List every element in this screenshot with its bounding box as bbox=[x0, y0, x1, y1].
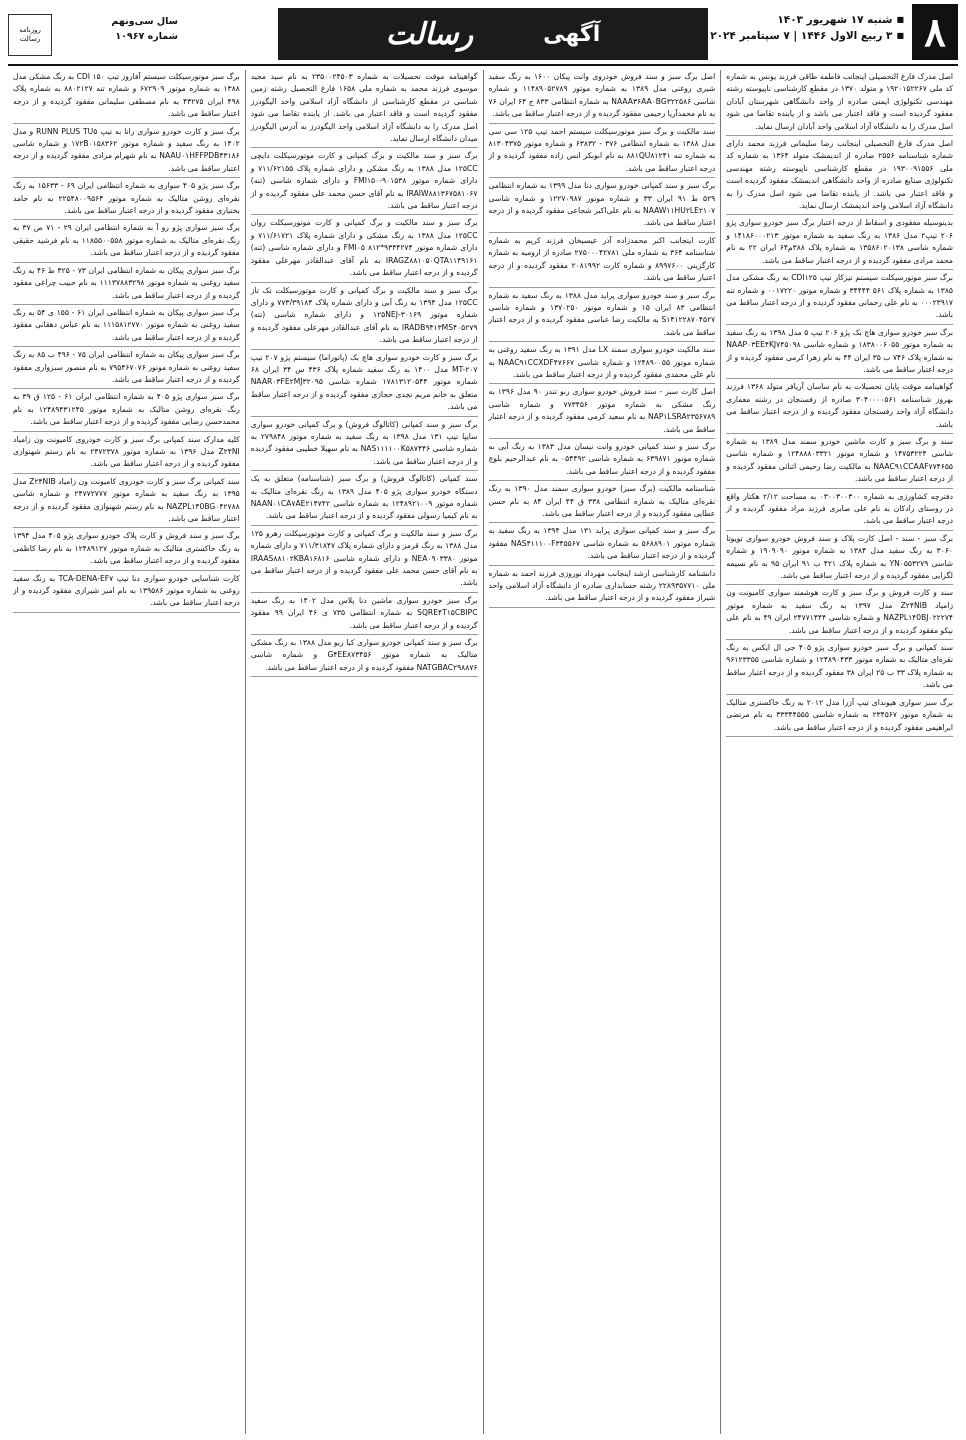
classified-notice: برگ سبز سواری پیکان به شماره انتظامی ایران ۷۳ - ۴۲۵ ط ۴۶ به رنگ سفید روغنی به شماره موتور ۱۱۱۳۷۸۸۳۲۹۸ به نام حبیب چراغی مفقود گردیده و از درجه اعتبار ساقط می باشد. bbox=[13, 264, 240, 305]
classified-notice: اصل مدرک فارغ التحصیلی اینجانب فاطمه طاقی فرزند یونس به شماره کد ملی ۱۹۲۰۱۵۲۲۶۷ و متولد ۱۳۷۰ در مقطع کارشناسی ناپیوسته رشته مهندسی تکنولوژی ایمنی صادره از واحد دانشگاهی شهرستان آبادان مفقود گردیده است و فاقد اعتبار می باشد و از یابنده تقاضا می شود اصل مدرک را به دانشگاه آزاد اسلامی واحد آبادان ارسال نماید. bbox=[726, 70, 953, 136]
classified-notice: اصل مدرک فارغ التحصیلی اینجانب رضا سلیمانی فرزند محمد دارای شماره شناسنامه ۲۵۵۶ صادره از اندیمشک متولد ۱۳۶۴ به شماره کد ملی ۱۹۳۰۰۹۱۵۵۶ در مقطع کارشناسی ناپیوسته رشته مهندسی تکنولوژی صنایع صادره از واحد دانشگاهی اندیمشک مفقود گردیده است و فاقد اعتبار می باشد. از یابنده تقاضا می شود اصل مدرک را به دانشگاه آزاد اسلامی واحد اندیمشک ارسال نماید. bbox=[726, 137, 953, 215]
page-number: ۸ bbox=[912, 4, 958, 60]
classified-notice: برگ سبز سواری پیکان به شماره انتظامی ایران ۶۱ - ۱۵۵ ی ۵۴ به رنگ سفید روغنی به شماره موتور ۱۱۱۵۸۱۲۷۷۰ به نام عباس دهقانی مفقود گردیده و از درجه اعتبار ساقط می باشد. bbox=[13, 306, 240, 347]
column-4 bbox=[8, 70, 245, 1434]
date-persian: ■ شنبه ۱۷ شهریور ۱۴۰۳ bbox=[704, 12, 904, 28]
classified-notice: سند مالکیت و برگ سبز موتورسیکلت سیستم احمد تیپ ۱۲۵ سی سی مدل ۱۳۸۸ به شماره انتظامی ۳۷۶ - ۶۳۸۳۲ و شماره موتور ۸۱۳۰۴۳۷۵ به شماره تنه ۸۸۱QU۸۱۲۴۱ به نام ابوبکر انس زاده مفقود گردیده و از درجه اعتبار ساقط می باشد. bbox=[489, 125, 716, 179]
classified-notice: سند کمپانی (کاتالوگ فروش) و برگ سبز (شناسنامه) متعلق به یک دستگاه خودرو سواری پژو ۴۰۵ مدل ۱۳۸۹ به رنگ نقره‌ای متالیک به شماره موتور ۱۲۴۸۹۲۱۰۰۹ به شماره شاسی NAAN۰۱CA۷AE۲۱۴۷۴۲ به نام کیمیا رسولی مفقود گردیده و از درجه اعتبار ساقط می باشد. bbox=[251, 472, 478, 526]
classified-notice: سند و برگ سبز و کارت ماشین خودرو سمند مدل ۱۳۸۹ به شماره شاسی ۱۴۷۵۳۲۲۴ و شماره موتور ۱۲۴۸۸۸۰۳۳۲۱ و شماره شاسی NAAC۹۱CCAAF۷۷۴۶۵۵ به مالکیت رضا رحیمی اثنائی مفقود گردیده و از درجه اعتبار ساقط می باشد. bbox=[726, 435, 953, 489]
classified-notice: برگ سبز خودرو سواری ماشین دنا پلاس مدل ۱۴۰۲ به رنگ سفید SQRE۴T۱۵CBIPC به شماره انتظامی ۷۳۵ ی ۴۶ ایران ۹۹ مفقود گردیده و از درجه اعتبار ساقط می باشد. bbox=[251, 594, 478, 635]
section-title: آگهی bbox=[543, 21, 601, 47]
emblem-icon bbox=[8, 14, 52, 56]
classified-notice: دفترچه کشاورزی به شماره ۰۳۰۰۳۰۰۳۰۰ به مساحت ۲/۱۲ هکتار واقع در روستای رادکان به نام علی صابری فرزند مراد مفقود گردیده و از درجه اعتبار ساقط می باشد. bbox=[726, 490, 953, 531]
classified-notice: برگ سبز و سند کمپانی خودرو سواری دنا مدل ۱۳۹۹ به شماره انتظامی ۵۲۹ ط ۹۱ ایران ۳۳ و شماره موتور ۱۲۲۷۰۹۸۷ و شماره شاسی NAAW۱۱HU۲LE۲۱۰۷ به نام علی‌اکبر شجاعی مفقود گردیده و از درجه اعتبار ساقط می باشد. bbox=[489, 179, 716, 233]
masthead bbox=[8, 4, 958, 66]
classified-notice: گواهینامه موقت پایان تحصیلات به نام ساسان آریافر متولد ۱۳۶۸ فرزند بهروز شناسنامه ۳۰۴۰۰۰۰۵۶۱ صادره از رفسنجان در رشته معماری دانشگاه آزاد واحد رفسنجان مفقود گردیده و از درجه اعتبار ساقط می باشد. bbox=[726, 380, 953, 434]
classified-notice: برگ سبز و سند فروش و کارت پلاک خودرو سواری پژو ۴۰۵ مدل ۱۳۹۴ به رنگ خاکستری متالیک به شماره موتور ۱۲۴۸۹۱۲۷ به نام رضا کاظمی مفقود گردیده و از درجه اعتبار ساقط می باشد. bbox=[13, 529, 240, 570]
classified-notice: برگ سبز و کارت خودرو سواری رانا به تیپ RUNN PLUS TU۵ و مدل ۱۴۰۲ به رنگ سفید و شماره موتور ۱۷۲B۰۱۵۸۳۶۲ و شماره شاسی NAAU۰۱HFFPDB۴۳۱۸۶ به نام شهرام مرادی مفقود گردیده و از درجه اعتبار ساقط می باشد. bbox=[13, 125, 240, 179]
classified-notice: سند کمپانی برگ سبز و کارت خودروی کامیونت ون زامیاد Z۲۴NIB مدل ۱۳۹۵ به رنگ سفید به شماره موتور ۲۴۷۷۲۷۷۷ و شماره شاسی NAZPL۱۴0BG۰۴۲۷۸۸ به نام رستم شهنوازی مفقود گردیده و از درجه اعتبار ساقط می باشد. bbox=[13, 475, 240, 529]
issue-info bbox=[58, 14, 178, 44]
emblem-line: روزنامه bbox=[19, 26, 41, 34]
section-banner bbox=[278, 8, 708, 60]
classified-notice: برگ سبز و سند مالکیت و برگ کمپانی و کارت موتورسیکلت رهرو ۱۲۵ مدل ۱۳۸۸ به رنگ قرمز و دارای شماره پلاک ۷۱۱/۳۱۸۴۷ و دارای شماره موتور NEA۰۹۰۳۳۸۰ و دارای شماره شاسی IRAAS۸۸۱۰۲KBA۱۶۸۱۶ به نام آقای حسن محمد علی مفقود گردیده و از درجه اعتبار ساقط می باشد. bbox=[251, 527, 478, 593]
column-2 bbox=[483, 70, 721, 1434]
classified-notice: برگ سبز سواری هیوندای تیپ آزرا مدل ۲۰۱۲ به رنگ خاکستری متالیک به شماره موتور ۲۳۴۵۶۷ به شماره شاسی ۳۳۳۴۴۵۵۵ به نام مرتضی ابراهیمی مفقود گردیده و از درجه اعتبار ساقط می باشد. bbox=[726, 696, 953, 737]
newspaper-logo: رسالت bbox=[385, 16, 474, 52]
classified-notice: سند مالکیت خودرو سواری سمند LX مدل ۱۳۹۱ به رنگ سفید روغنی به شماره موتور ۱۲۴۸۹۰۰۵۵ و شماره شاسی NAAC۹۱CCXDF۴۷۶۶۷ به نام علی محمدی مفقود گردیده و از درجه اعتبار ساقط می باشد. bbox=[489, 343, 716, 384]
classified-notice: برگ سبز و سند کمپانی سواری پراید ۱۳۱ مدل ۱۳۹۴ به رنگ سفید به شماره موتور ۵۶۸۸۹۰۱ به شماره شاسی NAS۴۱۱۱۰۰F۳۴۵۵۶۷ مفقود گردیده و از درجه اعتبار ساقط می باشد. bbox=[489, 524, 716, 565]
classified-notice: سند و کارت فروش و برگ سبز و کارت هوشمند سواری کامیونت ون زامیاد Z۲۴NIB مدل ۱۳۹۷ به رنگ سفید به شماره موتور NAZPL۱۴0BJ۰۲۲۲۷۴ و شماره شاسی ۲۴۷۷۱۴۴۴ ایران ۴۹ به نام علی نیکو مفقود گردیده و از درجه اعتبار ساقط می باشد. bbox=[726, 586, 953, 640]
classified-notice: اصل کارت سبز - سند فروش خودرو سواری رنو تندر ۹۰ مدل ۱۳۹۶ به رنگ مشکی به شماره موتور ۷۷۳۴۵۶ و شماره شاسی NAP۱LSRA۲۳۵۶۷۸۹ به نام سعید کرمی مفقود گردیده و از درجه اعتبار ساقط می باشد. bbox=[489, 385, 716, 439]
date-lunar-gregorian: ■ ۳ ربیع الاول ۱۴۴۶ | ۷ سپتامبر ۲۰۲۴ bbox=[704, 28, 904, 44]
classified-notice: شناسنامه مالکیت (برگ سبز) خودرو سواری سمند مدل ۱۳۹۰ به رنگ نقره‌ای متالیک به شماره انتظامی ۳۳۸ ق ۴۴ ایران ۸۴ به نام حسن عطایی مفقود گردیده و از درجه اعتبار ساقط می باشد. bbox=[489, 482, 716, 523]
classified-notice: کلیه مدارک سند کمپانی برگ سبز و کارت خودروی کامیونت ون زامیاد Z۲۴NI مدل ۱۳۹۶ به شماره موتور ۲۴۷۲۳۷۸ به نام رستم شهنوازی مفقود گردیده و از درجه اعتبار ساقط می باشد. bbox=[13, 433, 240, 474]
issue-year: سال سی‌ونهم bbox=[111, 16, 178, 27]
classified-notice: برگ سبز موتورسیکلت سیستم آفاروز تیپ CDI ۱۵۰ به رنگ مشکی مدل ۱۳۸۸ به شماره موتور ۶۷۲۹۰۹ و شماره تنه ۸۸۰۲۱۲۷ به شماره پلاک ۴۹۸ ایران ۴۳۲۷۵ به نام مصطفی سلیمانی مفقود گردیده و از درجه اعتبار ساقط می باشد. bbox=[13, 70, 240, 124]
classified-notice: برگ سبز و سند کمپانی خودرو سواری کیا ریو مدل ۱۳۸۸ به رنگ مشکی متالیک به شماره موتور G۴EE۸۷۳۴۵۶ و شماره شاسی NATGBAC۲۹۸۸۷۶ مفقود گردیده و از درجه اعتبار ساقط می باشد. bbox=[251, 636, 478, 677]
classified-notice: اصل برگ سبز و سند فروش خودروی وانت پیکان ۱۶۰۰ به رنگ سفید شیری روغنی مدل ۱۳۸۹ به شماره موتور ۱۱۴۸۹۰۵۲۷۸۹ و شماره شاسی NAAA۳۶AA۰BG۳۲۲۵۸۶ به شماره انتظامی ۸۳۳ ج ۶۴ ایران ۷۶ به نام محمدآریا رحیمی مفقود گردیده و از درجه اعتبار ساقط می باشد. bbox=[489, 70, 716, 124]
ads-columns bbox=[8, 70, 958, 1434]
classified-notice: برگ سبز و کارت خودرو سواری هاچ بک (پاتوراما) سیستم پژو ۲۰۷ تیپ MT-۲۰۷ مدل ۱۴۰۰ به رنگ سفید شماره پلاک ۴۳۶ س ۳۴ ایران ۶۸ شماره موتور ۱۷۸۱۳۱۲۰۵۴۴ شماره شاسی NAAR۰۳FE۲MJ۳۲۰۹۵ متعلق به خانم مریم نجدی حجازی مفقود گردیده و از درجه اعتبار ساقط می باشد. bbox=[251, 351, 478, 417]
classified-notice: برگ سبز - سند - اصل کارت پلاک و سند فروش خودرو سواری تویوتا ۳۰۶۰ به رنگ سفید مدل ۱۳۸۴ به شماره موتور ۱۹۰۹۰۹۰ و شماره شاسی YN۰۵۵۳۲۷۹ به شماره پلاک ۴۲۱ ب ۹۱ ایران ۹۵ به نام نسیمه لگزایی مفقود گردیده و از درجه اعتبار ساقط می باشد. bbox=[726, 532, 953, 586]
column-3 bbox=[245, 70, 483, 1434]
classified-notice: بدینوسیله مفقودی و اسقاط از درجه اعتبار برگ سبز خودرو سواری پژو ۲۰۶ تیپ۲ مدل ۱۳۸۶ به رنگ سفید به شماره موتور ۱۴۱۸۶۰۰۰۲۱۳ و شماره شاسی ۱۳۵۸۶۰۲۰۱۳۸ به شماره پلاک ۳۸۸م۶۴ ایران ۲۲ به نام محمد مرادی مفقود گردیده و از درجه اعتبار ساقط می باشد. bbox=[726, 216, 953, 270]
classified-notice: گواهینامه موقت تحصیلات به شماره ۲۳۵۰۰۲۴۵۰۳ به نام سید مجید موسوی فرزند محمد به شماره ملی ۱۶۵۸ فارغ التحصیل رشته زمین شناسی در مقطع کارشناسی از دانشگاه آزاد اسلامی واحد الیگودرز مفقود گردیده است و فاقد اعتبار می باشد. از یابنده تقاضا می شود اصل مدرک را به دانشگاه آزاد اسلامی واحد الیگودرز به آدرس الیگودرز میدان دانشگاه ارسال نماید. bbox=[251, 70, 478, 148]
classified-notice: برگ سبز و سند کمپانی خودرو وانت نیسان مدل ۱۳۸۳ به رنگ آبی به شماره موتور ۶۳۹۸۷۱ به شماره شاسی ۰۵۴۴۹۲ به نام عبدالرحیم بلوچ مفقود گردیده و از درجه اعتبار ساقط می باشد. bbox=[489, 440, 716, 481]
classified-notice: برگ سبز و سند مالکیت و برگ کمپانی و کارت موتورسیکلت تک تاز ۱۲۵CC مدل ۱۳۹۴ به رنگ آبی و دارای شماره پلاک ۷۷۳/۳۹۱۸۴ و دارای شماره موتور ۳۰۱۶۹-۱۲۵NEJ و دارای شماره شاسی (تنه) IRADB۹۴۱۳MS۴۰۵۲۷۹ به نام آقای عبدالقادر مهرعلی مفقود گردیده و از درجه اعتبار ساقط می باشد. bbox=[251, 284, 478, 350]
classified-notice: کارت شناسایی خودرو سواری دنا تیپ TCA-DENA-EF۷ به رنگ سفید روغنی به شماره موتور ۱۳۹۵۸۶ به نام امیر شیرازی مفقود گردیده و از درجه اعتبار ساقط می باشد. bbox=[13, 572, 240, 613]
date-block bbox=[704, 12, 904, 44]
classified-notice: برگ سبز موتورسیکلت سیستم تیزکار تیپ CDI۱۲۵ به رنگ مشکی مدل ۱۳۸۵ به شماره پلاک ۵۶۱ ۳۴۴۴۴ و شماره موتور ۰۰۱۷۲۲۰ و شماره تنه ۰۰۰۲۳۹۱۷ به نام علی رحمانی مفقود گردیده و از درجه اعتبار ساقط می باشد. bbox=[726, 271, 953, 325]
issue-number: شماره ۱۰۹۶۷ bbox=[115, 31, 178, 42]
classified-notice: دانشنامه کارشناسی ارشد اینجانب مهرداد نوروزی فرزند احمد به شماره ملی ۲۲۸۹۳۵۷۷۱۰ رشته حسابداری صادره از دانشگاه آزاد اسلامی واحد شیراز مفقود گردیده و از درجه اعتبار ساقط می باشد. bbox=[489, 567, 716, 608]
column-1 bbox=[720, 70, 958, 1434]
classified-notice: برگ سبز سواری پژو ۴۰۵ به شماره انتظامی ایران ۶۱ - ۱۲۵ ق ۳۹ به رنگ نقره‌ای روشن متالیک به شماره موتور ۱۲۴۸۹۴۳۱۲۴۵ به نام محمدحسن رضایی مفقود گردیده و از درجه اعتبار ساقط می باشد. bbox=[13, 390, 240, 431]
emblem-line: رسالت bbox=[19, 35, 41, 43]
classified-notice: برگ سبز و سند خودرو سواری پراید مدل ۱۳۸۸ به رنگ سفید به شماره انتظامی ۸۳ ایران ۱۵ و شماره موتور ۱۳۷۰۲۵۰ و شماره شاسی S۱۴۱۲۲۸۷۰۴۵۲۷ به مالکیت رضا عباسی مفقود گردیده و از درجه اعتبار ساقط می باشد. bbox=[489, 289, 716, 343]
classified-notice: برگ سبز پژو ۴۰۵ سواری به شماره انتظامی ایران ۶۹ - ۱۵۶۳۳ به رنگ نقره‌ای روشن متالیک به شماره موتور ۲۲۵۴۸۰۰۹۵۶۴ به نام حامد بختیاری مفقود گردیده و از درجه اعتبار ساقط می باشد. bbox=[13, 179, 240, 220]
classified-notice: سند کمپانی و برگ سبز خودرو سواری پژو ۴۰۵ جی ال ایکس به رنگ نقره‌ای متالیک به شماره موتور ۱۲۴۸۹۰۴۳۳ و شماره شاسی ۹۶۱۲۳۳۵۵ به شماره پلاک ۳۳ ب ۲۵ ایران ۳۸ مفقود گردیده و از درجه اعتبار ساقط می باشد. bbox=[726, 641, 953, 695]
classified-notice: برگ سبز سواری پیکان به شماره انتظامی ایران ۷۵ - ۴۹۶ ب ۸۵ به رنگ سفید روغنی به شماره موتور ۷۹۵۴۶۷۰۷۶ به نام منصور سبزواری مفقود گردیده و از درجه اعتبار ساقط می باشد. bbox=[13, 348, 240, 389]
classified-notice: برگ سبز خودرو سواری هاچ بک پژو ۲۰۶ تیپ ۵ مدل ۱۳۹۸ به رنگ سفید به شماره موتور ۱۸۳۸۰۰۶۰۵۵ و شماره شاسی NAAP۰۳EE۴KJ۷۴۵۰۹۸ به شماره پلاک ۷۴۶ ب ۳۵ ایران ۴۴ به نام زهرا کرمی مفقود گردیده و از درجه اعتبار ساقط می باشد. bbox=[726, 326, 953, 380]
classified-notice: برگ سبز و سند مالکیت و برگ کمپانی و کارت موتورسیکلت دایچی ۱۲۵CC مدل ۱۳۸۸ به رنگ مشکی و دارای شماره پلاک ۷۱۱/۶۲۱۵۵ و دارای شماره موتور ۹۰۱۵۳۸-FMI۱۵۰ و دارای شماره شاسی (تنه) IRAIW۸۸۱۳۶۷۵۸۱۰۶۷ به نام آقای حسن محمد علی مفقود گردیده و از درجه اعتبار ساقط می باشد. bbox=[251, 149, 478, 215]
classified-notice: برگ سبز سواری پژو رو آ به شماره انتظامی ایران ۲۹ - ۷۱ ص ۳۷ به رنگ نقره‌ای متالیک به شماره موتور ۱۱۸۵۵۰۰۵۵۸ به نام فرشید حقیقی مفقود گردیده و از درجه اعتبار ساقط می باشد. bbox=[13, 221, 240, 262]
classified-notice: برگ سبز و سند مالکیت و برگ کمپانی و کارت موتورسیکلت روان ۱۲۵CC مدل ۱۳۸۸ به رنگ مشکی و دارای شماره پلاک ۷۱۱/۶۱۷۲۱ و دارای شماره موتور ۹۳۴۴۲۷۴*FMI۰۵ ۸۱۲ و دارای شماره شاسی (تنه) IRAGZ۸۸۱۰۵۰QTA۱۱۴۹۱۶۱ به نام آقای عبدالقادر مهرعلی مفقود گردیده و از درجه اعتبار ساقط می باشد. bbox=[251, 216, 478, 282]
classified-notice: برگ سبز و سند کمپانی (کاتالوگ فروش) و برگ کمپانی خودرو سواری سایپا تیپ ۱۳۱ مدل ۱۳۹۸ به رنگ سفید به شماره موتور ۲۷۹۸۴۸ به شماره شاسی NAS۱۱۱۱۰۰K۵۸۷۴۴۶ به نام سهیلا خطیبی مفقود گردیده و از درجه اعتبار ساقط می باشد. bbox=[251, 418, 478, 472]
classified-notice: کارت اینجانب اکبر محمدزاده آذر عیسیخان فرزند کریم به شماره شناسنامه ۳۶۴ به شماره ملی ۲۷۵۰۰۰۴۲۷۸۱ صادره از ارومیه به شماره کارگزینی ۸۹۹۷۶۰۰ و شماره کارت ۲۰۸۱۹۹۲ مفقود گردیده و از درجه اعتبار ساقط می باشد. bbox=[489, 234, 716, 288]
